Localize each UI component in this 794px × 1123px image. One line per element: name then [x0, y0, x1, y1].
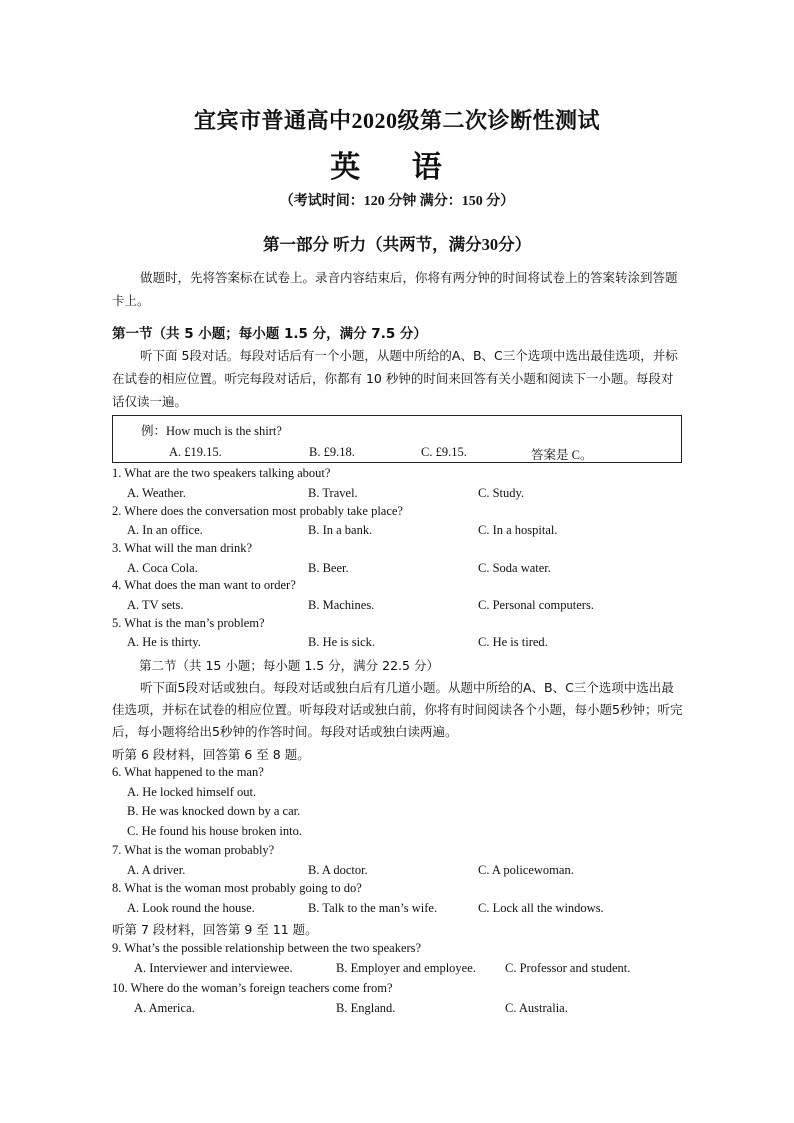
- question-10: 10. Where do the woman’s foreign teachers come from?: [112, 981, 393, 995]
- q5-option-b: B. He is sick.: [308, 635, 376, 649]
- q6-option-a: A. He locked himself out.: [127, 785, 257, 799]
- q6-option-b: B. He was knocked down by a car.: [127, 804, 301, 818]
- subject-title: 英 语: [330, 151, 464, 184]
- section2-heading: 第二节（共 15 小题；每小题 1.5 分，满分 22.5 分）: [139, 658, 439, 673]
- q2-option-a: A. In an office.: [127, 523, 203, 537]
- section1-instructions: 听下面 5段对话。每段对话后有一个小题，从题中所给的A、B、C三个选项中选出最佳选项，并标在试卷的相应位置。听完每段对话后，你都有 10 秒钟的时间来回答有关小题和阅读下一小题。每段对话仅读一遍。: [112, 348, 678, 409]
- exam-info: （考试时间：120 分钟 满分：150 分）: [279, 194, 515, 209]
- question-7: 7. What is the woman probably?: [112, 843, 275, 857]
- part1-title: 第一部分 听力（共两节，满分30分）: [262, 235, 532, 254]
- q9-option-b: B. Employer and employee.: [336, 961, 476, 975]
- q2-option-b: B. In a bank.: [308, 523, 373, 537]
- q4-option-c: C. Personal computers.: [478, 598, 594, 612]
- example-answer: 答案是 C。: [531, 448, 593, 462]
- q8-option-c: C. Lock all the windows.: [478, 901, 604, 915]
- section2-instructions: 听下面5段对话或独白。每段对话或独白后有几道小题。从题中所给的A、B、C三个选项中选出最佳选项，并标在试卷的相应位置。听每段对话或独白前，你将有时间阅读各个小题，每小题5秒钟；听完后，每小题将给出5秒钟的作答时间。每段对话或独白读两遍。: [112, 680, 683, 739]
- q1-option-c: C. Study.: [478, 486, 525, 500]
- section1-heading: 第一节（共 5 小题；每小题 1.5 分，满分 7.5 分）: [112, 326, 427, 342]
- question-5: 5. What is the man’s problem?: [112, 616, 265, 630]
- exam-title: 宜宾市普通高中2020级第二次诊断性测试: [193, 108, 600, 133]
- q3-option-a: A. Coca Cola.: [127, 561, 198, 575]
- q9-option-c: C. Professor and student.: [505, 961, 631, 975]
- material6-note: 听第 6 段材料，回答第 6 至 8 题。: [112, 747, 310, 762]
- q7-option-a: A. A driver.: [127, 863, 186, 877]
- general-instructions: 做题时，先将答案标在试卷上。录音内容结束后，你将有两分钟的时间将试卷上的答案转涂到答题卡上。: [112, 270, 678, 308]
- q3-option-b: B. Beer.: [308, 561, 349, 575]
- q9-option-a: A. Interviewer and interviewee.: [134, 961, 293, 975]
- example-question: 例：How much is the shirt?: [141, 424, 282, 438]
- example-option-b: B. £9.18.: [309, 445, 355, 459]
- q3-option-c: C. Soda water.: [478, 561, 551, 575]
- question-6: 6. What happened to the man?: [112, 765, 264, 779]
- q5-option-c: C. He is tired.: [478, 635, 548, 649]
- question-3: 3. What will the man drink?: [112, 541, 253, 555]
- q8-option-a: A. Look round the house.: [127, 901, 255, 915]
- example-option-c: C. £9.15.: [421, 445, 467, 459]
- q7-option-b: B. A doctor.: [308, 863, 368, 877]
- q4-option-b: B. Machines.: [308, 598, 375, 612]
- q6-option-c: C. He found his house broken into.: [127, 824, 302, 838]
- q10-option-a: A. America.: [134, 1001, 195, 1015]
- question-1: 1. What are the two speakers talking about?: [112, 466, 331, 480]
- question-2: 2. Where does the conversation most probably take place?: [112, 504, 403, 518]
- q2-option-c: C. In a hospital.: [478, 523, 558, 537]
- material7-note: 听第 7 段材料，回答第 9 至 11 题。: [112, 922, 318, 937]
- q5-option-a: A. He is thirty.: [127, 635, 201, 649]
- q10-option-c: C. Australia.: [505, 1001, 568, 1015]
- q4-option-a: A. TV sets.: [127, 598, 184, 612]
- q1-option-b: B. Travel.: [308, 486, 358, 500]
- example-option-a: A. £19.15.: [169, 445, 222, 459]
- question-8: 8. What is the woman most probably going to do?: [112, 881, 362, 895]
- example-box: [112, 415, 682, 463]
- q1-option-a: A. Weather.: [127, 486, 186, 500]
- question-4: 4. What does the man want to order?: [112, 578, 296, 592]
- q8-option-b: B. Talk to the man’s wife.: [308, 901, 438, 915]
- q7-option-c: C. A policewoman.: [478, 863, 574, 877]
- question-9: 9. What’s the possible relationship between the two speakers?: [112, 941, 422, 955]
- q10-option-b: B. England.: [336, 1001, 396, 1015]
